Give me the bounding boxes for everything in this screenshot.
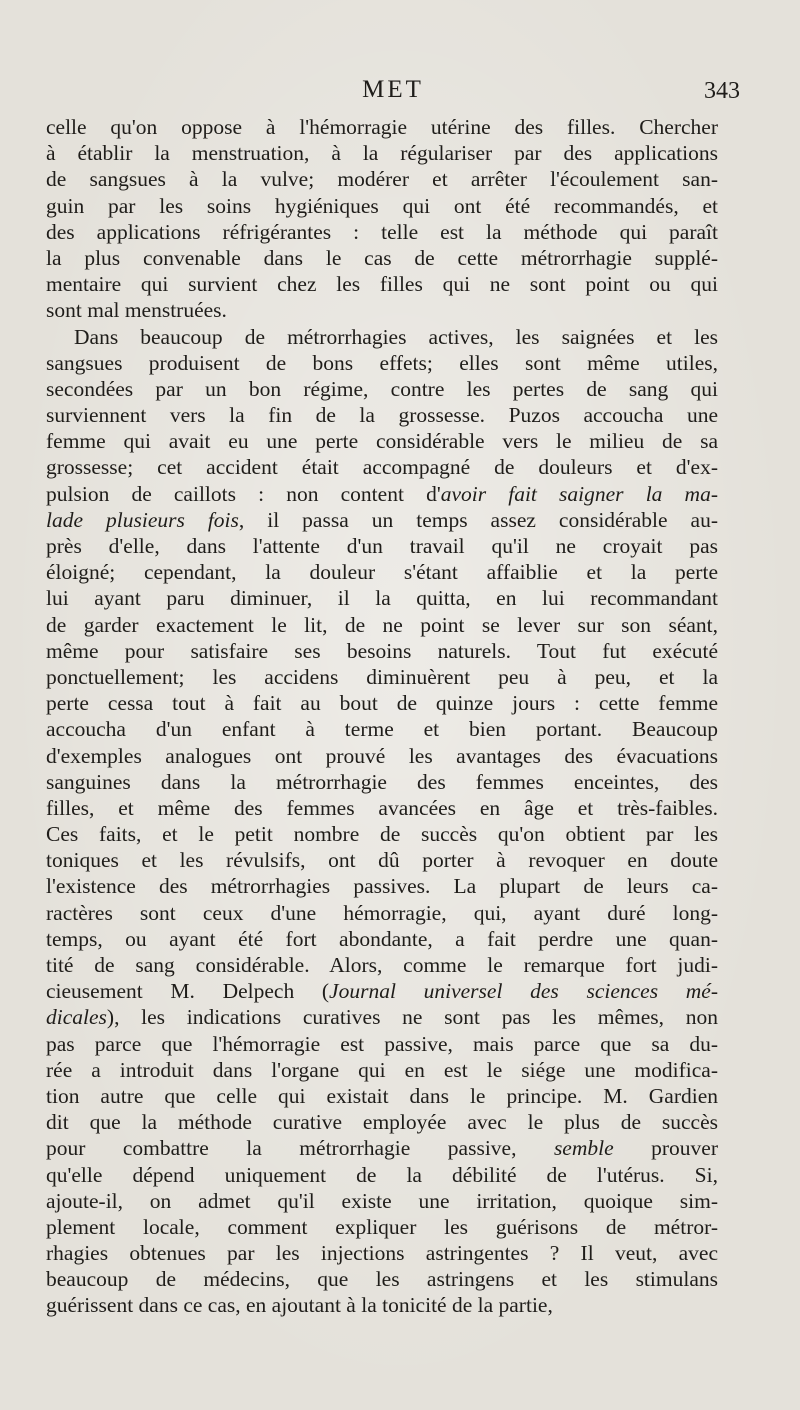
text-line: cieusement M. Delpech (Journal universel des sciences mé- [46, 979, 718, 1004]
text-line: lade plusieurs fois, il passa un temps assez considérable au- [46, 507, 718, 532]
text-line: surviennent vers la fin de la grossesse. Puzos accoucha une [46, 403, 718, 428]
body-text [46, 114, 718, 1319]
text-line: la plus convenable dans le cas de cette métrorrhagie supplé- [46, 245, 718, 270]
page-header [46, 76, 740, 110]
text-line: sanguines dans la métrorrhagie des femmes enceintes, des [46, 769, 718, 794]
text-line: beaucoup de médecins, que les astringens et les stimulans [46, 1267, 718, 1292]
text-line: tité de sang considérable. Alors, comme le remarque fort judi- [46, 953, 718, 977]
text-line: guérissent dans ce cas, en ajoutant à la tonicité de la partie, [46, 1293, 553, 1318]
text-line: accoucha d'un enfant à terme et bien portant. Beaucoup [46, 717, 718, 742]
text-line: l'existence des métrorrhagies passives. La plupart de leurs ca- [46, 874, 718, 899]
text-line: femme qui avait eu une perte considérable vers le milieu de sa [46, 429, 718, 454]
text-line: près d'elle, dans l'attente d'un travail qu'il ne croyait pas [46, 534, 718, 558]
text-line: rhagies obtenues par les injections astringentes ? Il veut, avec [46, 1241, 718, 1266]
text-line: lui ayant paru diminuer, il la quitta, en lui recommandant [46, 586, 718, 611]
text-line: de garder exactement le lit, de ne point se lever sur son séant, [46, 612, 718, 637]
text-line: mentaire qui survient chez les filles qui ne sont point ou qui [46, 272, 718, 297]
text-line: dit que la méthode curative employée avec le plus de succès [46, 1110, 718, 1135]
text-line: sont mal menstruées. [46, 298, 227, 323]
text-line: Ces faits, et le petit nombre de succès qu'on obtient par les [46, 822, 718, 847]
text-line: ajoute-il, on admet qu'il existe une irritation, quoique sim- [46, 1188, 718, 1213]
running-head: MET [362, 76, 424, 103]
text-line: à établir la menstruation, à la régulariser par des applications [46, 141, 718, 166]
text-line: ractères sont ceux d'une hémorragie, qui, ayant duré long- [46, 900, 718, 925]
text-line: tion autre que celle qui existait dans le principe. M. Gardien [46, 1083, 718, 1108]
text-line: d'exemples analogues ont prouvé les avantages des évacuations [46, 743, 718, 768]
text-line: des applications réfrigérantes : telle est la méthode qui paraît [46, 219, 718, 244]
text-line: qu'elle dépend uniquement de la débilité de l'utérus. Si, [46, 1162, 718, 1187]
text-line: de sangsues à la vulve; modérer et arrêter l'écoulement san- [46, 167, 718, 192]
text-line: sangsues produisent de bons effets; elles sont même utiles, [46, 350, 718, 375]
text-line: temps, ou ayant été fort abondante, a fait perdre une quan- [46, 926, 718, 951]
text-line: même pour satisfaire ses besoins naturels. Tout fut exécuté [46, 638, 718, 663]
text-line: perte cessa tout à fait au bout de quinze jours : cette femme [46, 691, 718, 716]
text-line: pas parce que l'hémorragie est passive, mais parce que sa du- [46, 1031, 718, 1056]
text-line: toniques et les révulsifs, ont dû porter à revoquer en doute [46, 848, 718, 873]
text-line: ponctuellement; les accidens diminuèrent peu à peu, et la [46, 664, 718, 689]
text-line: celle qu'on oppose à l'hémorragie utérine des filles. Chercher [46, 115, 718, 139]
page-number: 343 [704, 78, 740, 104]
text-line: filles, et même des femmes avancées en âge et très-faibles. [46, 795, 718, 820]
text-line: éloigné; cependant, la douleur s'étant affaiblie et la perte [46, 560, 718, 585]
text-line: guin par les soins hygiéniques qui ont été recommandés, et [46, 193, 718, 218]
text-line: dicales), les indications curatives ne sont pas les mêmes, non [46, 1005, 718, 1030]
text-line: rée a introduit dans l'organe qui en est le siége une modifica- [46, 1057, 718, 1082]
text-line: pour combattre la métrorrhagie passive, semble prouver [46, 1136, 718, 1161]
text-line: secondées par un bon régime, contre les pertes de sang qui [46, 376, 718, 401]
text-line: grossesse; cet accident était accompagné de douleurs et d'ex- [46, 455, 718, 480]
text-line: Dans beaucoup de métrorrhagies actives, les saignées et les [74, 324, 718, 349]
text-line: pulsion de caillots : non content d'avoir fait saigner la ma- [46, 481, 718, 506]
text-line: plement locale, comment expliquer les guérisons de métror- [46, 1214, 718, 1239]
